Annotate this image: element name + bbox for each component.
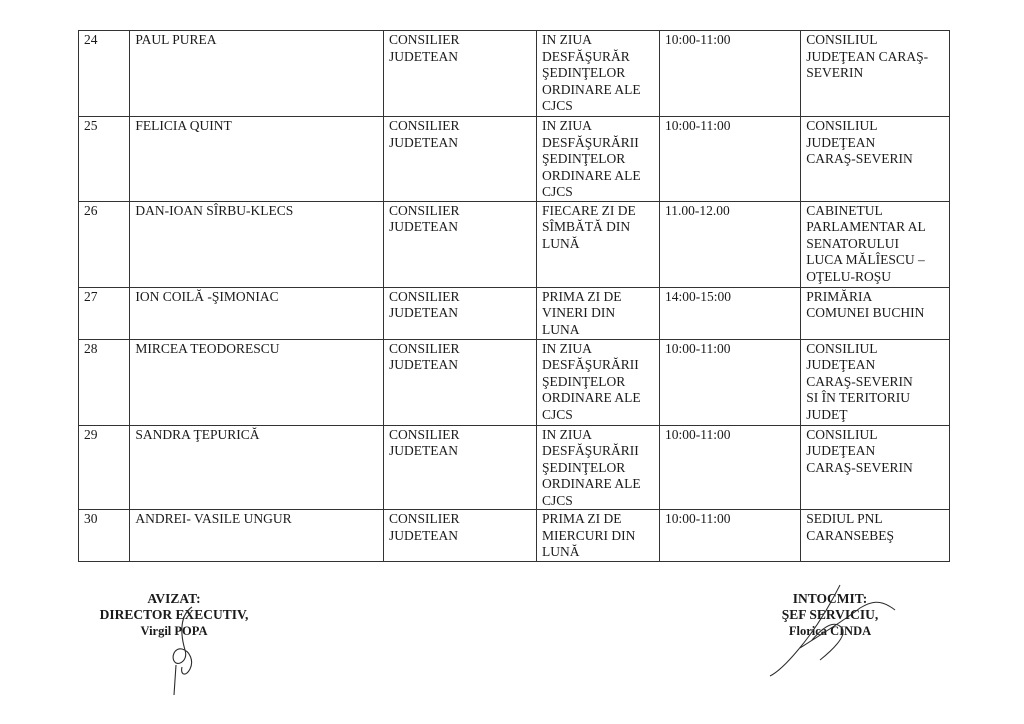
councillor-name: PAUL PUREA [130,31,384,117]
approval-heading: AVIZAT: [147,591,201,606]
table-row [79,201,950,287]
row-number: 30 [79,510,130,562]
audience-location: SEDIUL PNL CARANSEBEŞ [801,510,950,562]
councillor-function: CONSILIER JUDETEAN [383,425,536,510]
audience-location: CABINETUL PARLAMENTAR AL SENATORULUI LUCA MĂLÎESCU – OŢELU-ROŞU [801,201,950,287]
audience-time: 10:00-11:00 [660,31,801,117]
table-row [79,510,950,562]
councillor-name: ANDREI- VASILE UNGUR [130,510,384,562]
councillor-name: DAN-IOAN SÎRBU-KLECS [130,201,384,287]
audience-location: CONSILIUL JUDEŢEAN CARAŞ-SEVERIN [801,425,950,510]
councillor-function: CONSILIER JUDETEAN [383,201,536,287]
row-number: 29 [79,425,130,510]
audience-time: 10:00-11:00 [660,510,801,562]
table-row [79,339,950,425]
author-heading: INTOCMIT: [792,591,868,606]
approver-title: DIRECTOR EXECUTIV, [99,607,249,622]
table-row [79,31,950,117]
audience-day: IN ZIUA DESFĂŞURĂRII ŞEDINŢELOR ORDINARE ALE CJCS [536,339,659,425]
table-row [79,287,950,339]
audience-time: 14:00-15:00 [660,287,801,339]
audience-time: 10:00-11:00 [660,425,801,510]
audience-location: PRIMĂRIA COMUNEI BUCHIN [801,287,950,339]
audience-location: CONSILIUL JUDEŢEAN CARAŞ- SEVERIN [801,31,950,117]
audience-day: PRIMA ZI DE VINERI DIN LUNA [536,287,659,339]
councillor-function: CONSILIER JUDETEAN [383,117,536,202]
table-row [79,117,950,202]
row-number: 24 [79,31,130,117]
author-signature-block [745,591,915,639]
audience-day: FIECARE ZI DE SÎMBĂTĂ DIN LUNĂ [536,201,659,287]
row-number: 28 [79,339,130,425]
audience-day: IN ZIUA DESFĂŞURĂRII ŞEDINŢELOR ORDINARE ALE CJCS [536,425,659,510]
schedule-table [78,30,950,562]
row-number: 27 [79,287,130,339]
author-title: ŞEF SERVICIU, [781,607,879,622]
approval-signature-block [84,591,264,639]
councillor-function: CONSILIER JUDETEAN [383,510,536,562]
approver-name: Virgil POPA [140,624,208,638]
councillor-function: CONSILIER JUDETEAN [383,339,536,425]
audience-time: 10:00-11:00 [660,339,801,425]
councillor-name: MIRCEA TEODORESCU [130,339,384,425]
table-row [79,425,950,510]
audience-day: IN ZIUA DESFĂŞURĂR ŞEDINŢELOR ORDINARE ALE CJCS [536,31,659,117]
audience-time: 10:00-11:00 [660,117,801,202]
councillor-name: SANDRA ŢEPURICĂ [130,425,384,510]
author-name: Florica CINDA [788,624,872,638]
row-number: 26 [79,201,130,287]
audience-location: CONSILIUL JUDEŢEAN CARAŞ-SEVERIN SI ÎN TERITORIU JUDEŢ [801,339,950,425]
councillor-function: CONSILIER JUDETEAN [383,31,536,117]
councillor-name: ION COILĂ -ŞIMONIAC [130,287,384,339]
councillor-name: FELICIA QUINT [130,117,384,202]
audience-time: 11.00-12.00 [660,201,801,287]
councillor-function: CONSILIER JUDETEAN [383,287,536,339]
row-number: 25 [79,117,130,202]
audience-day: IN ZIUA DESFĂŞURĂRII ŞEDINŢELOR ORDINARE ALE CJCS [536,117,659,202]
audience-location: CONSILIUL JUDEŢEAN CARAŞ-SEVERIN [801,117,950,202]
audience-day: PRIMA ZI DE MIERCURI DIN LUNĂ [536,510,659,562]
